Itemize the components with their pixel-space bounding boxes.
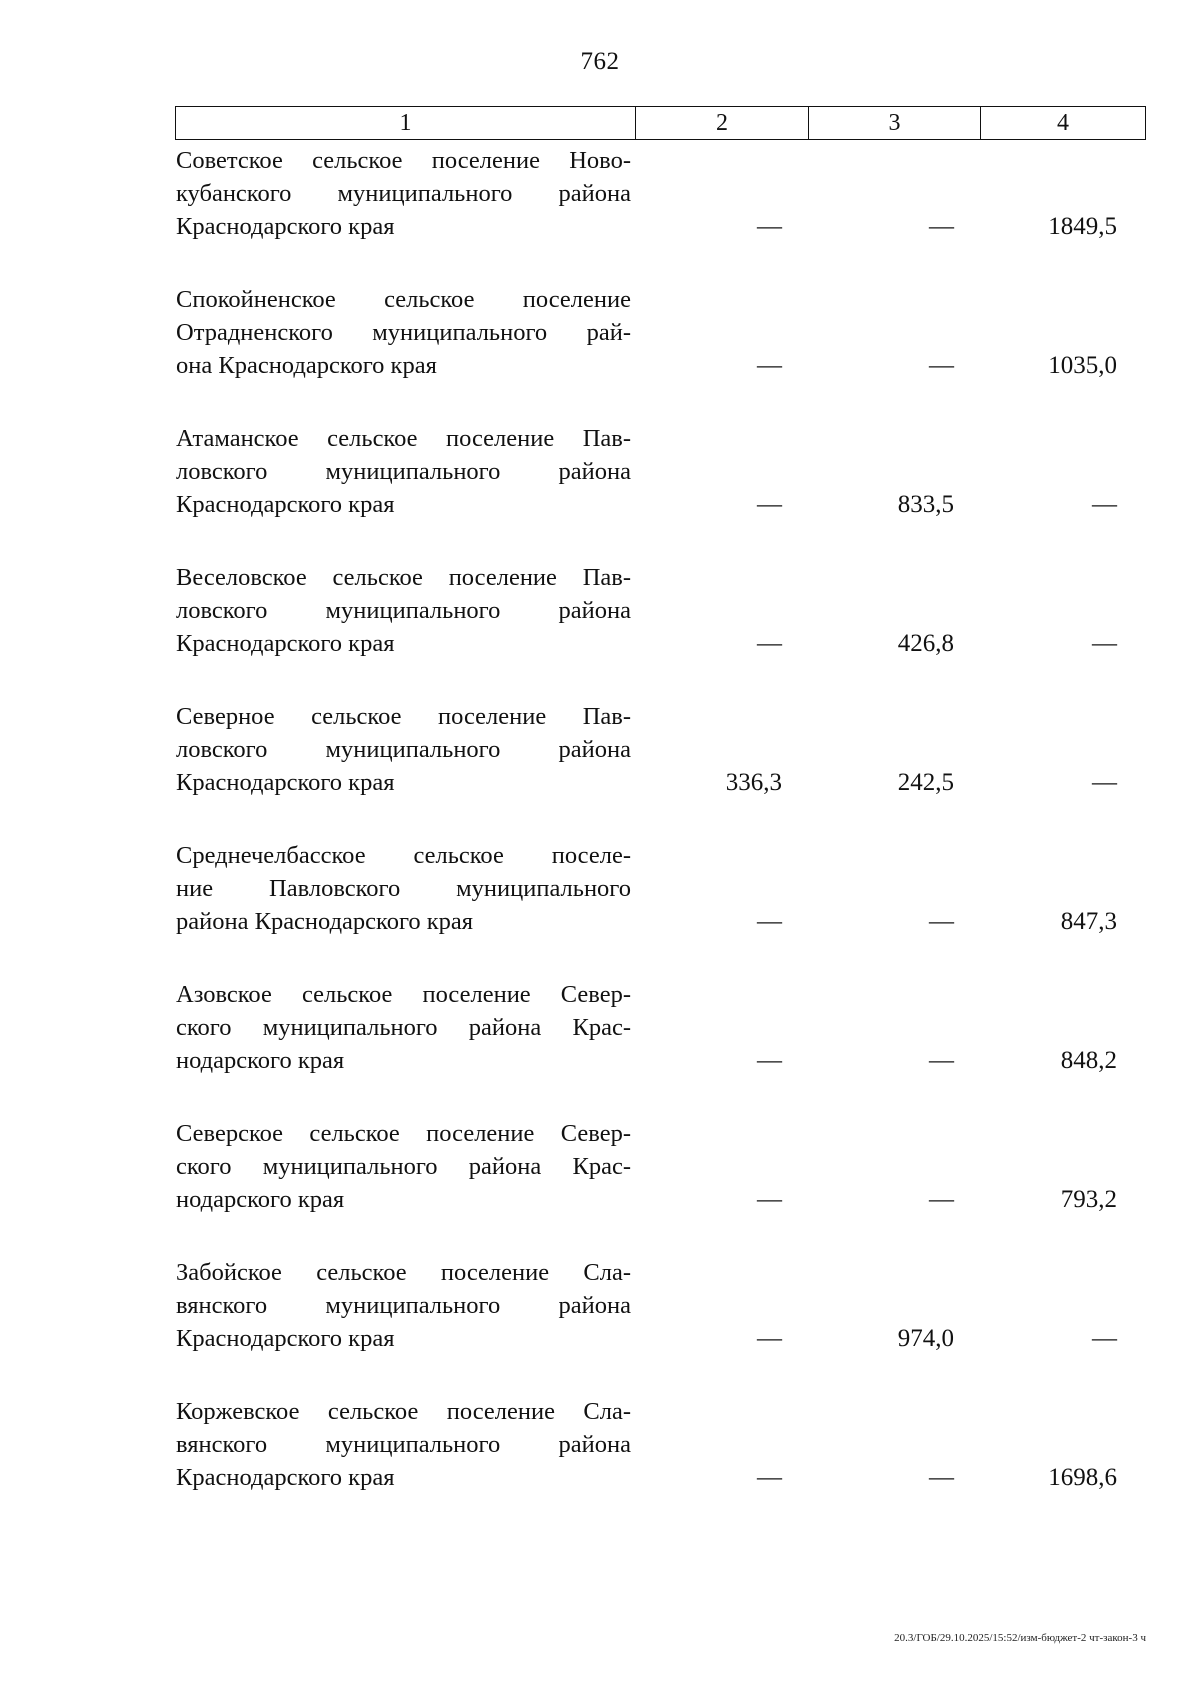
row-value-col-2: — [757,1325,782,1352]
row-value-col-3: — [929,352,954,379]
row-value-col-3: 242,5 [897,769,954,796]
row-value-col-4: — [1092,630,1117,657]
row-settlement-name: Советское сельское поселение Ново- кубанского муниципального района Краснодарского края [176,147,631,240]
table-row [168,696,1153,835]
row-value-col-2: — [757,1047,782,1074]
row-value-col-4: 1849,5 [1048,213,1117,240]
table-row [168,140,1153,279]
row-value-col-2: — [757,1464,782,1491]
row-settlement-name: Атаманское сельское поселение Пав- ловского муниципального района Краснодарского края [176,425,631,518]
table-body [168,140,1153,1530]
page-number: 762 [580,48,620,75]
row-value-col-4: — [1092,491,1117,518]
row-value-col-3: — [929,1186,954,1213]
table-row [168,1252,1153,1391]
table-row [168,974,1153,1113]
row-settlement-name: Среднечелбасское сельское поселе- ние Павловского муниципального района Краснодарского края [176,842,631,935]
header-col-1: 1 [399,110,412,136]
row-value-col-4: — [1092,1325,1117,1352]
row-settlement-name: Забойское сельское поселение Сла- вянского муниципального района Краснодарского края [176,1259,631,1352]
table-row [168,557,1153,696]
row-value-col-2: 336,3 [725,769,782,796]
table-row [168,1391,1153,1530]
row-value-col-3: 833,5 [897,491,954,518]
table-row [168,418,1153,557]
row-settlement-name: Северское сельское поселение Север- ского муниципального района Крас- нодарского края [176,1120,631,1213]
row-settlement-name: Азовское сельское поселение Север- ского муниципального района Крас- нодарского края [176,981,631,1074]
row-value-col-4: — [1092,769,1117,796]
row-value-col-3: — [929,1464,954,1491]
row-settlement-name: Северное сельское поселение Пав- ловского муниципального района Краснодарского края [176,703,631,796]
row-value-col-4: 847,3 [1060,908,1117,935]
row-value-col-2: — [757,908,782,935]
table-header [175,106,1146,140]
table-row [168,279,1153,418]
row-value-col-3: — [929,1047,954,1074]
document-footer-code: 20.3/ГОБ/29.10.2025/15:52/изм-бюджет-2 чт-закон-3 ч [894,1632,1146,1644]
row-value-col-3: 426,8 [897,630,954,657]
table-row [168,835,1153,974]
row-value-col-4: 793,2 [1060,1186,1117,1213]
row-value-col-3: 974,0 [897,1325,954,1352]
row-value-col-3: — [929,213,954,240]
row-value-col-2: — [757,491,782,518]
row-settlement-name: Веселовское сельское поселение Пав- ловского муниципального района Краснодарского края [176,564,631,657]
row-value-col-2: — [757,1186,782,1213]
header-col-3: 3 [808,107,980,139]
row-value-col-4: 1035,0 [1048,352,1117,379]
row-settlement-name: Спокойненское сельское поселение Отрадненского муниципального рай- она Краснодарского края [176,286,631,379]
header-col-4: 4 [980,107,1145,139]
row-value-col-2: — [757,352,782,379]
row-value-col-2: — [757,630,782,657]
row-value-col-4: 848,2 [1060,1047,1117,1074]
header-col-2: 2 [635,107,808,139]
row-value-col-2: — [757,213,782,240]
table-row [168,1113,1153,1252]
row-value-col-4: 1698,6 [1048,1464,1117,1491]
row-value-col-3: — [929,908,954,935]
row-settlement-name: Коржевское сельское поселение Сла- вянского муниципального района Краснодарского края [176,1398,631,1491]
